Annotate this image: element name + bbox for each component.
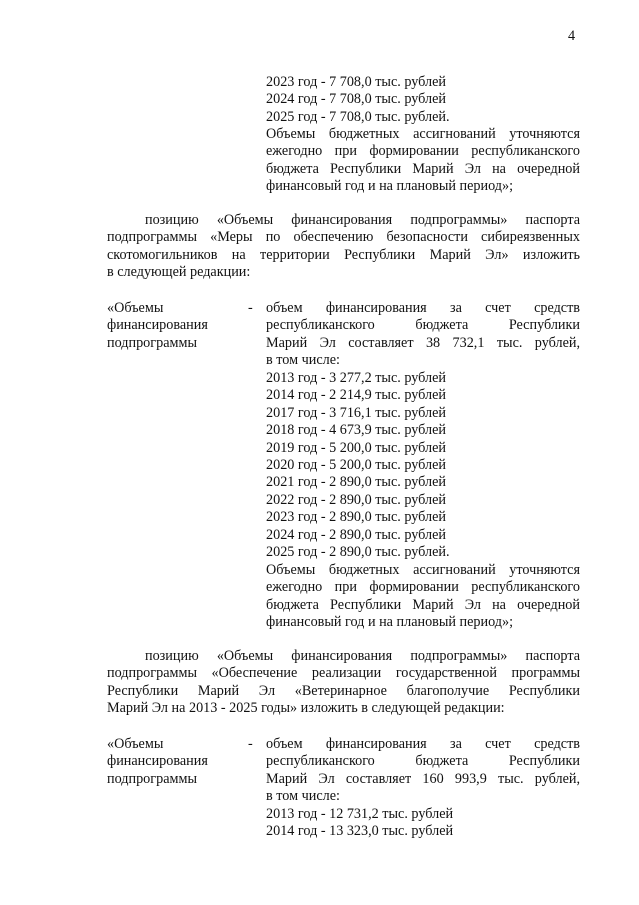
label-line: «Объемы [107, 736, 164, 752]
table-1-years [266, 370, 580, 561]
year-line: 2017 год - 3 716,1 тыс. рублей [266, 404, 446, 421]
year-line: 2014 год - 2 214,9 тыс. рублей [266, 387, 446, 404]
intro-line: в том числе: [266, 352, 340, 369]
intro-line: Марий Эл составляет 38 732,1 тыс. рублей, [266, 334, 580, 351]
note-line: финансовый год и на плановый период»; [266, 614, 514, 631]
year-line: 2019 год - 5 200,0 тыс. рублей [266, 439, 446, 456]
page-number: 4 [568, 28, 576, 44]
paragraph-line: Марий Эл на 2013 - 2025 годы» изложить в следующей редакции: [107, 700, 505, 717]
paragraph-line: подпрограммы «Меры по обеспечению безопасности сибиреязвенных [107, 229, 580, 246]
table-1-note [266, 562, 580, 632]
intro-line: в том числе: [266, 788, 340, 805]
label-line: подпрограммы [107, 770, 197, 787]
year-line: 2018 год - 4 673,9 тыс. рублей [266, 422, 446, 439]
year-line: 2023 год - 7 708,0 тыс. рублей [266, 74, 446, 90]
table-2-years [266, 806, 580, 841]
note-line: финансовый год и на плановый период»; [266, 178, 514, 195]
table-1-intro [266, 300, 580, 370]
year-line: 2014 год - 13 323,0 тыс. рублей [266, 823, 454, 840]
year-line: 2025 год - 7 708,0 тыс. рублей. [266, 108, 450, 125]
table-2-intro [266, 736, 580, 806]
intro-line: Марий Эл составляет 160 993,9 тыс. рублей, [266, 770, 580, 787]
note-line: Объемы бюджетных ассигнований уточняются [266, 562, 580, 578]
year-line: 2021 год - 2 890,0 тыс. рублей [266, 474, 446, 491]
year-line: 2023 год - 2 890,0 тыс. рублей [266, 509, 446, 526]
year-line: 2013 год - 3 277,2 тыс. рублей [266, 370, 446, 386]
table-1-label [107, 300, 257, 352]
note-line: бюджета Республики Марий Эл на очередной [266, 596, 580, 613]
paragraph-line: позицию «Объемы финансирования подпрограммы» паспорта [145, 212, 580, 228]
label-line: подпрограммы [107, 334, 197, 351]
note-line: Объемы бюджетных ассигнований уточняются [266, 126, 580, 142]
year-line: 2020 год - 5 200,0 тыс. рублей [266, 457, 446, 474]
note-line: бюджета Республики Марий Эл на очередной [266, 160, 580, 177]
intro-line: республиканского бюджета Республики [266, 753, 580, 770]
year-line: 2024 год - 7 708,0 тыс. рублей [266, 91, 446, 108]
top-note [266, 126, 580, 196]
note-line: ежегодно при формировании республиканского [266, 143, 580, 160]
intro-line: объем финансирования за счет средств [266, 300, 580, 316]
top-years-list [266, 74, 580, 126]
year-line: 2024 год - 2 890,0 тыс. рублей [266, 526, 446, 543]
paragraph-line: Республики Марий Эл «Ветеринарное благополучие Республики [107, 682, 580, 699]
label-line: финансирования [107, 753, 208, 770]
label-line: финансирования [107, 317, 208, 334]
year-line: 2013 год - 12 731,2 тыс. рублей [266, 806, 454, 822]
table-1-dash: - [248, 300, 253, 316]
intro-line: объем финансирования за счет средств [266, 736, 580, 752]
paragraph-line: позицию «Объемы финансирования подпрограммы» паспорта [145, 648, 580, 664]
table-2-dash: - [248, 736, 253, 752]
label-line: «Объемы [107, 300, 164, 316]
intro-line: республиканского бюджета Республики [266, 317, 580, 334]
note-line: ежегодно при формировании республиканского [266, 579, 580, 596]
paragraph-2 [107, 648, 580, 718]
year-line: 2022 год - 2 890,0 тыс. рублей [266, 491, 446, 508]
year-line: 2025 год - 2 890,0 тыс. рублей. [266, 544, 450, 561]
paragraph-1 [107, 212, 580, 282]
paragraph-line: подпрограммы «Обеспечение реализации государственной программы [107, 665, 580, 682]
paragraph-line: в следующей редакции: [107, 264, 251, 281]
paragraph-line: скотомогильников на территории Республики Марий Эл» изложить [107, 246, 580, 263]
table-2-label [107, 736, 257, 788]
